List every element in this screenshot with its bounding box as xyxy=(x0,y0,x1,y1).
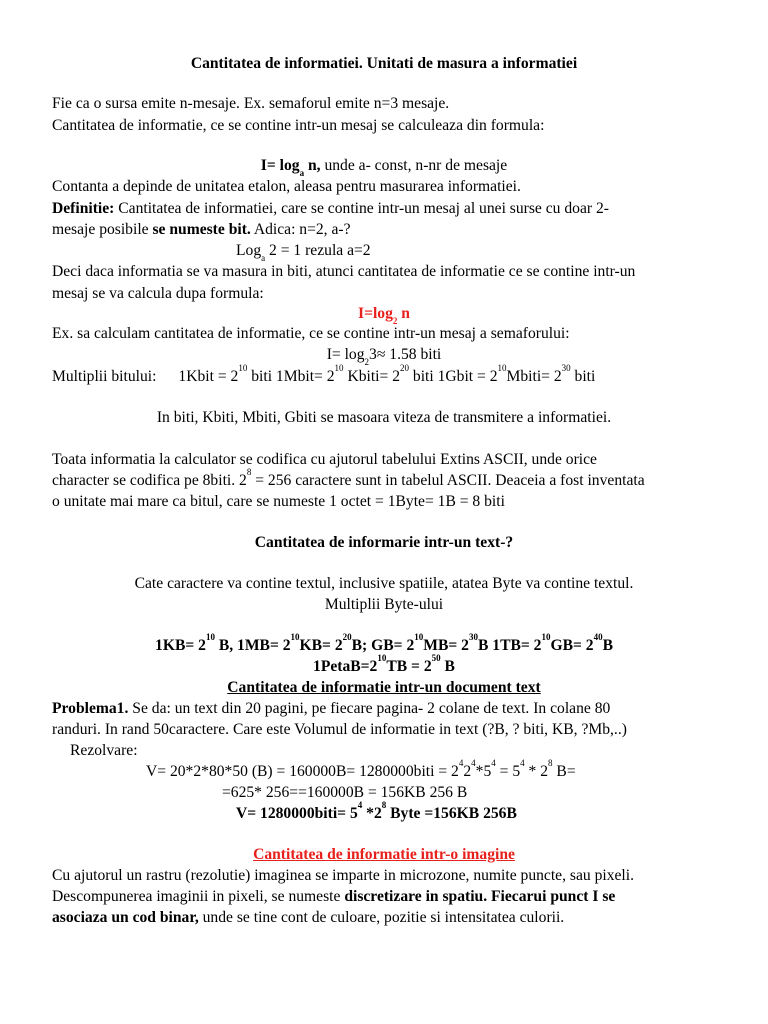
paragraph: In biti, Kbiti, Mbiti, Gbiti se masoara viteza de transmitere a informatiei. xyxy=(156,409,612,426)
section-heading: Cantitatea de informarie intr-un text-? xyxy=(254,534,514,551)
paragraph: Cantitatea de informatie, ce se contine intr-un mesaj se calculeaza din formula: xyxy=(52,117,545,134)
paragraph: Multiplii Byte-ului xyxy=(324,596,444,613)
calculation-line-1: V= 20*2*80*50 (B) = 160000B= 1280000biti = $2^42^4*5^4 = 5^4 * 2^8$ B= xyxy=(146,758,576,780)
paragraph: mesaj se va calcula dupa formula: xyxy=(52,285,264,302)
formula-log-a: $I= \log_a n$, unde a- const, n-nr de mesaje xyxy=(260,157,508,178)
peta-byte: $1PetaB=2^{10}TB = 2^{50}$ B xyxy=(313,653,455,675)
calculation-line-2: =625* 256==160000B = 156KB 256 B xyxy=(222,784,468,801)
formula-semafor: $I= \log_23\approx 1.58$ biti xyxy=(326,346,442,367)
paragraph: asociaza un cod binar, unde se tine cont de culoare, pozitie si intensitatea culorii. xyxy=(52,909,565,926)
paragraph: Cu ajutorul un rastru (rezolutie) imaginea se imparte in microzone, numite puncte, sau pixeli. xyxy=(52,867,634,884)
byte-multiples: $1KB= 2^{10}$ B, $1MB= 2^{10}KB= 2^{20}B$; $GB= 2^{10}MB= 2^{30}B$ $1TB= 2^{10}GB= 2^{40}B$ xyxy=(155,632,613,654)
paragraph: Fie ca o sursa emite n-mesaje. Ex. semaforul emite n=3 mesaje. xyxy=(52,95,450,112)
definition-line-2: mesaje posibile se numeste bit. Adica: n=2, a-? xyxy=(52,221,351,238)
paragraph: Descompunerea imaginii in pixeli, se numeste discretizare in spatiu. Fiecarui punct I se xyxy=(52,888,616,905)
formula-log-2: Log$_a$ 2 = 1 rezula a=2 xyxy=(236,242,371,263)
paragraph: Cate caractere va contine textul, inclusive spatiile, atatea Byte va contine textul. xyxy=(134,575,634,592)
paragraph: Deci daca informatia se va masura in biti, atunci cantitatea de informatie ce se contine intr-un xyxy=(52,263,636,280)
paragraph: Toata informatia la calculator se codifica cu ajutorul tabelului Extins ASCII, unde orice xyxy=(52,451,597,468)
paragraph: o unitate mai mare ca bitul, care se numeste 1 octet = 1Byte= 1B = 8 biti xyxy=(52,493,505,510)
document-title: Cantitatea de informatiei. Unitati de masura a informatiei xyxy=(190,55,578,72)
problem-line-1: Problema1. Se da: un text din 20 pagini, pe fiecare pagina- 2 colane de text. In colane 80 xyxy=(52,700,611,717)
paragraph: Contanta a depinde de unitatea etalon, aleasa pentru masurarea informatiei. xyxy=(52,178,521,195)
definition-line-1: Definitie: Cantitatea de informatiei, care se contine intr-un mesaj al unei surse cu doar 2- xyxy=(52,200,609,217)
section-heading: Cantitatea de informatie intr-un document text xyxy=(227,679,541,696)
formula-bit: $I=\log_2$ n xyxy=(358,305,410,326)
calculation-result: V= 1280000biti= $5^4$ $*2^8$ Byte =156KB 256B xyxy=(236,800,517,822)
bit-multiples: Multiplii bitului: 1Kbit = $2^{10}$ biti 1Mbit= $2^{10}$ Kbiti= $2^{20}$ biti 1Gbit = $2^{10}Mbiti= 2^{30}$ biti xyxy=(52,363,596,385)
paragraph: character se codifica pe 8biti. $2^8 = 256$ caractere sunt in tabelul ASCII. Deaceia a fost inventata xyxy=(52,467,645,489)
problem-line-2: randuri. In rand 50caractere. Care este Volumul de informatie in text (?B, ? biti, KB, ?Mb,..) xyxy=(52,721,627,738)
paragraph: Ex. sa calculam cantitatea de informatie, ce se contine intr-un mesaj a semaforului: xyxy=(52,325,570,342)
solution-label: Rezolvare: xyxy=(70,742,138,759)
section-heading: Cantitatea de informatie intr-o imagine xyxy=(253,846,515,863)
